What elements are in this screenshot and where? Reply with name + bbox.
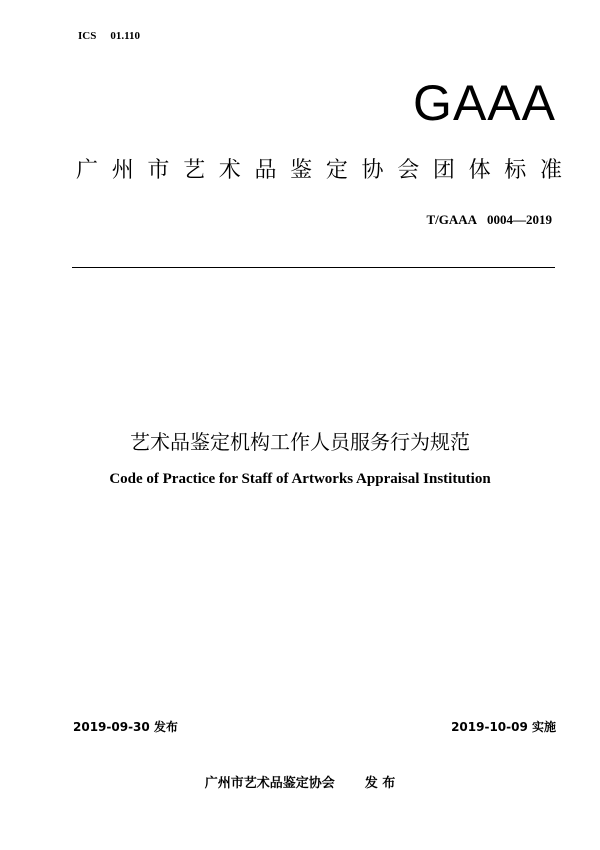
- standard-number: [426, 212, 552, 228]
- document-title-chinese: 艺术品鉴定机构工作人员服务行为规范: [130, 430, 470, 454]
- standard-code: T/GAAA: [426, 212, 477, 227]
- publisher-line: [0, 772, 600, 791]
- gaaa-logo: GAAA: [413, 75, 556, 131]
- header-divider: [72, 267, 555, 268]
- ics-label: ICS: [78, 30, 97, 42]
- ics-code: 01.110: [110, 30, 140, 42]
- issue-date: 2019-09-30 发布: [73, 720, 178, 734]
- document-title-english: Code of Practice for Staff of Artworks Appraisal Institution: [109, 471, 491, 487]
- publish-action: 发 布: [364, 776, 396, 791]
- publisher-name: 广州市艺术品鉴定协会: [204, 776, 335, 791]
- organization-standard-title: 广州市艺术品鉴定协会团体标准: [76, 158, 562, 183]
- ics-classification: [78, 30, 140, 42]
- standard-number-value: 0004—2019: [487, 212, 552, 227]
- implementation-date: 2019-10-09 实施: [451, 720, 556, 734]
